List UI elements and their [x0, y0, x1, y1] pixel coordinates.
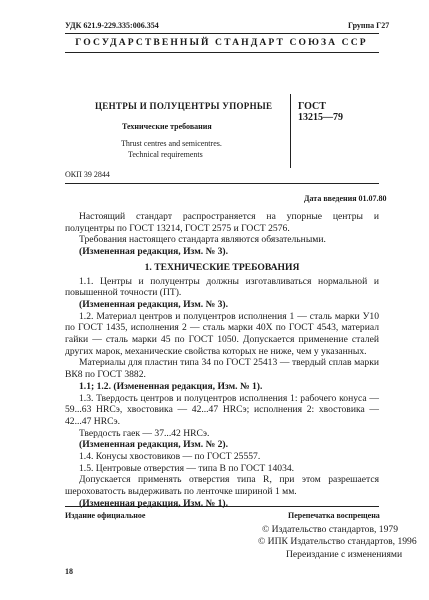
paragraph: 1.4. Конусы хвостовиков — по ГОСТ 25557. — [79, 451, 261, 463]
paragraph: Допускается применять отверстия типа R, при этом разрешается шероховатость выдерживать по ленточке шириной 1 мм. — [65, 474, 379, 498]
paragraph: Материалы для пластин типа 34 по ГОСТ 25413 — твердый сплав марки ВК8 по ГОСТ 3882. — [65, 357, 379, 381]
amendment-note: 1.1; 1.2. (Измененная редакция, Изм. № 1). — [79, 380, 263, 392]
page-number: 18 — [65, 567, 73, 576]
top-rule — [65, 33, 379, 34]
okp-code: ОКП 39 2844 — [65, 170, 110, 179]
gost-number-block — [298, 101, 343, 123]
copyright-1996: © ИПК Издательство стандартов, 1996 — [258, 536, 417, 547]
reprint-notice: Перепечатка воспрещена — [288, 511, 380, 520]
paragraph: 1.3. Твердость центров и полуцентров исполнения 1: рабочего конуса — 59...63 HRCэ, хвостовика — 42...47 HRCэ; исполнения 2: хвостовика — 42...47 HRCэ. — [65, 392, 379, 427]
paragraph: Настоящий стандарт распространяется на упорные центры и полуцентры по ГОСТ 13214, ГОСТ 2575 и ГОСТ 2576. — [65, 211, 379, 234]
paragraph: 1.1. Центры и полуцентры должны изготавливаться нормальной и повышенной точности (ПТ). — [65, 275, 379, 299]
udc-code: УДК 621.9-229.335:006.354 — [65, 21, 159, 30]
amendment-note: (Измененная редакция, Изм. № 3). — [79, 298, 229, 310]
title-en-line1: Thrust centres and semicentres. — [121, 139, 222, 148]
gost-number: 13215—79 — [298, 112, 343, 123]
footer-rule — [65, 506, 379, 507]
section-heading: 1. ТЕХНИЧЕСКИЕ ТРЕБОВАНИЯ — [144, 261, 300, 273]
paragraph: 1.2. Материал центров и полуцентров исполнения 1 — сталь марки У10 по ГОСТ 1435, исполнения 2 — сталь марки 40Х по ГОСТ 4543, материал гайки — сталь марки 45 по ГОСТ 1050. Допускается применение сталей других марок, механические свойства которых не ниже, чем у указанных. — [65, 310, 379, 357]
amendment-note: (Измененная редакция, Изм. № 1). — [79, 497, 229, 509]
paragraph: Требования настоящего стандарта являются обязательными. — [79, 234, 326, 246]
reissue-note: Переиздание с изменениями — [286, 549, 403, 560]
amendment-note: (Измененная редакция, Изм. № 3). — [79, 246, 229, 258]
standard-banner: ГОСУДАРСТВЕННЫЙ СТАНДАРТ СОЮЗА ССР — [75, 37, 368, 48]
title-ru: ЦЕНТРЫ И ПОЛУЦЕНТРЫ УПОРНЫЕ — [95, 101, 273, 111]
okp-rule — [65, 183, 379, 184]
gost-label: ГОСТ — [298, 101, 326, 112]
paragraph: 1.5. Центровые отверстия — типа В по ГОСТ 14034. — [79, 462, 295, 474]
subtitle-ru: Технические требования — [122, 122, 212, 131]
title-divider — [290, 94, 291, 168]
amendment-note: (Измененная редакция, Изм. № 2). — [79, 439, 229, 451]
official-edition: Издание официальное — [65, 511, 146, 520]
group-code: Группа Г27 — [348, 21, 390, 30]
banner-rule — [65, 52, 379, 53]
introduction-date: Дата введения 01.07.80 — [304, 194, 387, 203]
title-en-line2: Technical requirements — [128, 150, 203, 159]
paragraph: Твердость гаек — 37...42 HRCэ. — [79, 427, 210, 439]
document-body — [65, 211, 379, 510]
copyright-1979: © Издательство стандартов, 1979 — [262, 524, 398, 535]
